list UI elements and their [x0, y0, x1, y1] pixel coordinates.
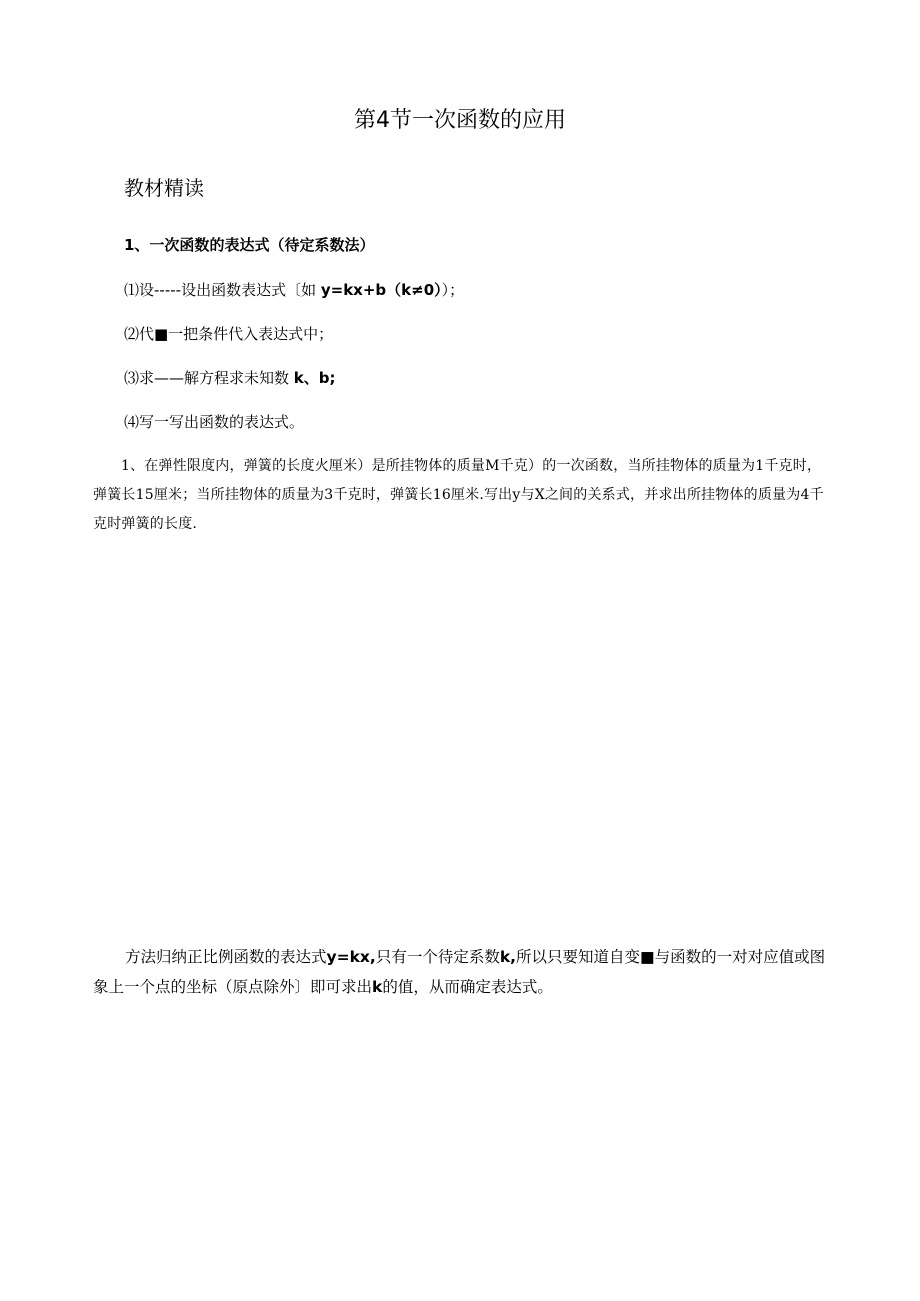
- step-3: [124, 367, 336, 388]
- page-title: 第4节一次函数的应用: [354, 108, 566, 133]
- method-part1: 方法归纳正比例函数的表达式: [125, 948, 327, 966]
- method-formula: y=kx,: [326, 948, 376, 966]
- step-2: [124, 323, 333, 344]
- problem-1: 1、在弹性限度内，弹簧的长度火厘米）是所挂物体的质量M千克）的一次函数，当所挂物体的质量为1千克时，弹簧长15厘米；当所挂物体的质量为3千克时，弹簧长16厘米.写出y与X之间的关系式，并求出所挂物体的质量为4千克时弹簧的长度.: [93, 458, 824, 532]
- step-1-suffix: ）；: [441, 281, 465, 299]
- step-4: [124, 411, 304, 432]
- step-1: [124, 279, 464, 300]
- section-heading: 教材精读: [124, 176, 204, 200]
- method-part3: 所以只要知道自变■与函数的一对对应值或图象上一个点的坐标（原点除外〕即可求出: [93, 948, 826, 996]
- point1-heading: [124, 234, 374, 255]
- method-part2: 只有一个待定系数: [375, 948, 500, 966]
- point1-heading-text: 1、一次函数的表达式（待定系数法）: [124, 236, 375, 254]
- step-3-prefix: ⑶求——解方程求未知数: [124, 369, 294, 387]
- step-2-text: ⑵代■一把条件代入表达式中；: [124, 325, 334, 343]
- step-4-text: ⑷写一写出函数的表达式。: [124, 413, 305, 431]
- method-part4: 的值，从而确定表达式。: [382, 978, 553, 996]
- step-3-bold: k、b;: [293, 369, 336, 387]
- step-1-prefix: ⑴设-----设出函数表达式〔如: [124, 281, 321, 299]
- method-summary: [93, 942, 827, 1002]
- step-1-formula: y=kx+b（k≠0）: [320, 281, 442, 299]
- method-k2: k: [372, 978, 383, 996]
- method-k1: k,: [499, 948, 517, 966]
